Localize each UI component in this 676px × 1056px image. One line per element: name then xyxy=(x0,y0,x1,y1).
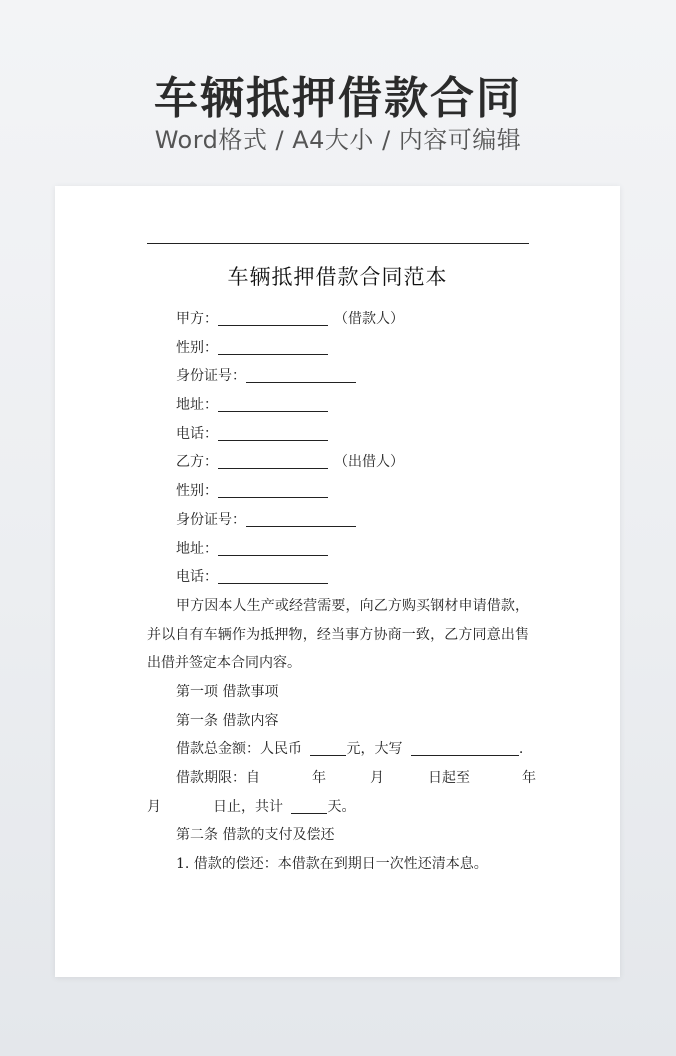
party-b-phone-label: 电话： xyxy=(176,569,218,586)
document-page xyxy=(55,186,620,977)
section-1-heading: 第一项 借款事项 xyxy=(176,683,279,700)
party-b-gender-label: 性别： xyxy=(176,483,218,500)
party-b-label: 乙方： xyxy=(176,454,218,471)
loan-amount-row xyxy=(147,735,529,764)
loan-term-day-to: 日止，共计 xyxy=(213,798,283,815)
party-a-address-blank[interactable] xyxy=(218,394,328,412)
party-b-id-row xyxy=(147,506,529,535)
party-a-gender-row xyxy=(147,334,529,363)
banner-title: 车辆抵押借款合同 xyxy=(154,73,522,124)
loan-days-blank[interactable] xyxy=(291,796,327,814)
intro-paragraph: 甲方因本人生产或经营需要，向乙方购买钢材申请借款，并以自有车辆作为抵押物，经当事方协商一致，乙方同意出售出借并签定本合同内容。 xyxy=(147,597,529,672)
party-b-name-blank[interactable] xyxy=(218,451,328,469)
party-b-address-blank[interactable] xyxy=(218,538,328,556)
loan-amount-label: 借款总金额：人民币 xyxy=(176,741,302,758)
loan-amount-blank[interactable] xyxy=(310,738,346,756)
loan-term-year-from: 年 xyxy=(312,770,326,787)
party-a-id-row xyxy=(147,362,529,391)
party-b-phone-row xyxy=(147,563,529,592)
loan-term-month-from: 月 xyxy=(370,770,384,787)
loan-term-label: 借款期限：自 xyxy=(176,770,260,787)
party-b-id-blank[interactable] xyxy=(246,509,356,527)
party-b-address-label: 地址： xyxy=(176,540,218,557)
party-b-gender-row xyxy=(147,477,529,506)
party-a-phone-label: 电话： xyxy=(176,425,218,442)
party-b-phone-blank[interactable] xyxy=(218,566,328,584)
party-a-name-blank[interactable] xyxy=(218,308,328,326)
party-a-address-label: 地址： xyxy=(176,397,218,414)
loan-amount-end: . xyxy=(518,741,524,758)
party-b-gender-blank[interactable] xyxy=(218,480,328,498)
header-rule xyxy=(147,243,529,244)
article-2-heading: 第二条 借款的支付及偿还 xyxy=(176,827,335,844)
banner-subtitle: Word格式 / A4大小 / 内容可编辑 xyxy=(154,126,522,154)
party-a-label: 甲方： xyxy=(176,311,218,327)
document-body xyxy=(147,305,536,879)
loan-term-year-to: 年 xyxy=(522,770,536,787)
party-b-role: （出借人） xyxy=(334,454,404,471)
loan-term-row xyxy=(147,764,536,793)
party-a-address-row xyxy=(147,391,529,420)
party-a-id-blank[interactable] xyxy=(246,365,356,383)
loan-amount-yuan: 元，大写 xyxy=(346,741,403,758)
clause-1: 1. 借款的偿还：本借款在到期日一次性还清本息。 xyxy=(176,856,488,873)
loan-term-row-2 xyxy=(147,793,529,822)
document-title: 车辆抵押借款合同范本 xyxy=(227,265,448,289)
article-1-heading: 第一条 借款内容 xyxy=(176,712,279,729)
loan-term-month-to: 月 xyxy=(147,798,161,815)
party-b-name-row xyxy=(147,448,529,477)
loan-term-days: 天。 xyxy=(327,798,356,815)
party-a-phone-row xyxy=(147,420,529,449)
loan-amount-words-blank[interactable] xyxy=(411,738,519,756)
party-b-id-label: 身份证号： xyxy=(176,511,246,528)
party-a-phone-blank[interactable] xyxy=(218,423,328,441)
party-a-id-label: 身份证号： xyxy=(176,368,246,385)
party-a-gender-blank[interactable] xyxy=(218,337,328,355)
party-a-gender-label: 性别： xyxy=(176,339,218,356)
party-b-address-row xyxy=(147,535,529,564)
party-a-role: （借款人） xyxy=(334,311,404,327)
party-a-name-row xyxy=(147,305,529,334)
loan-term-day-from: 日起至 xyxy=(428,770,470,787)
